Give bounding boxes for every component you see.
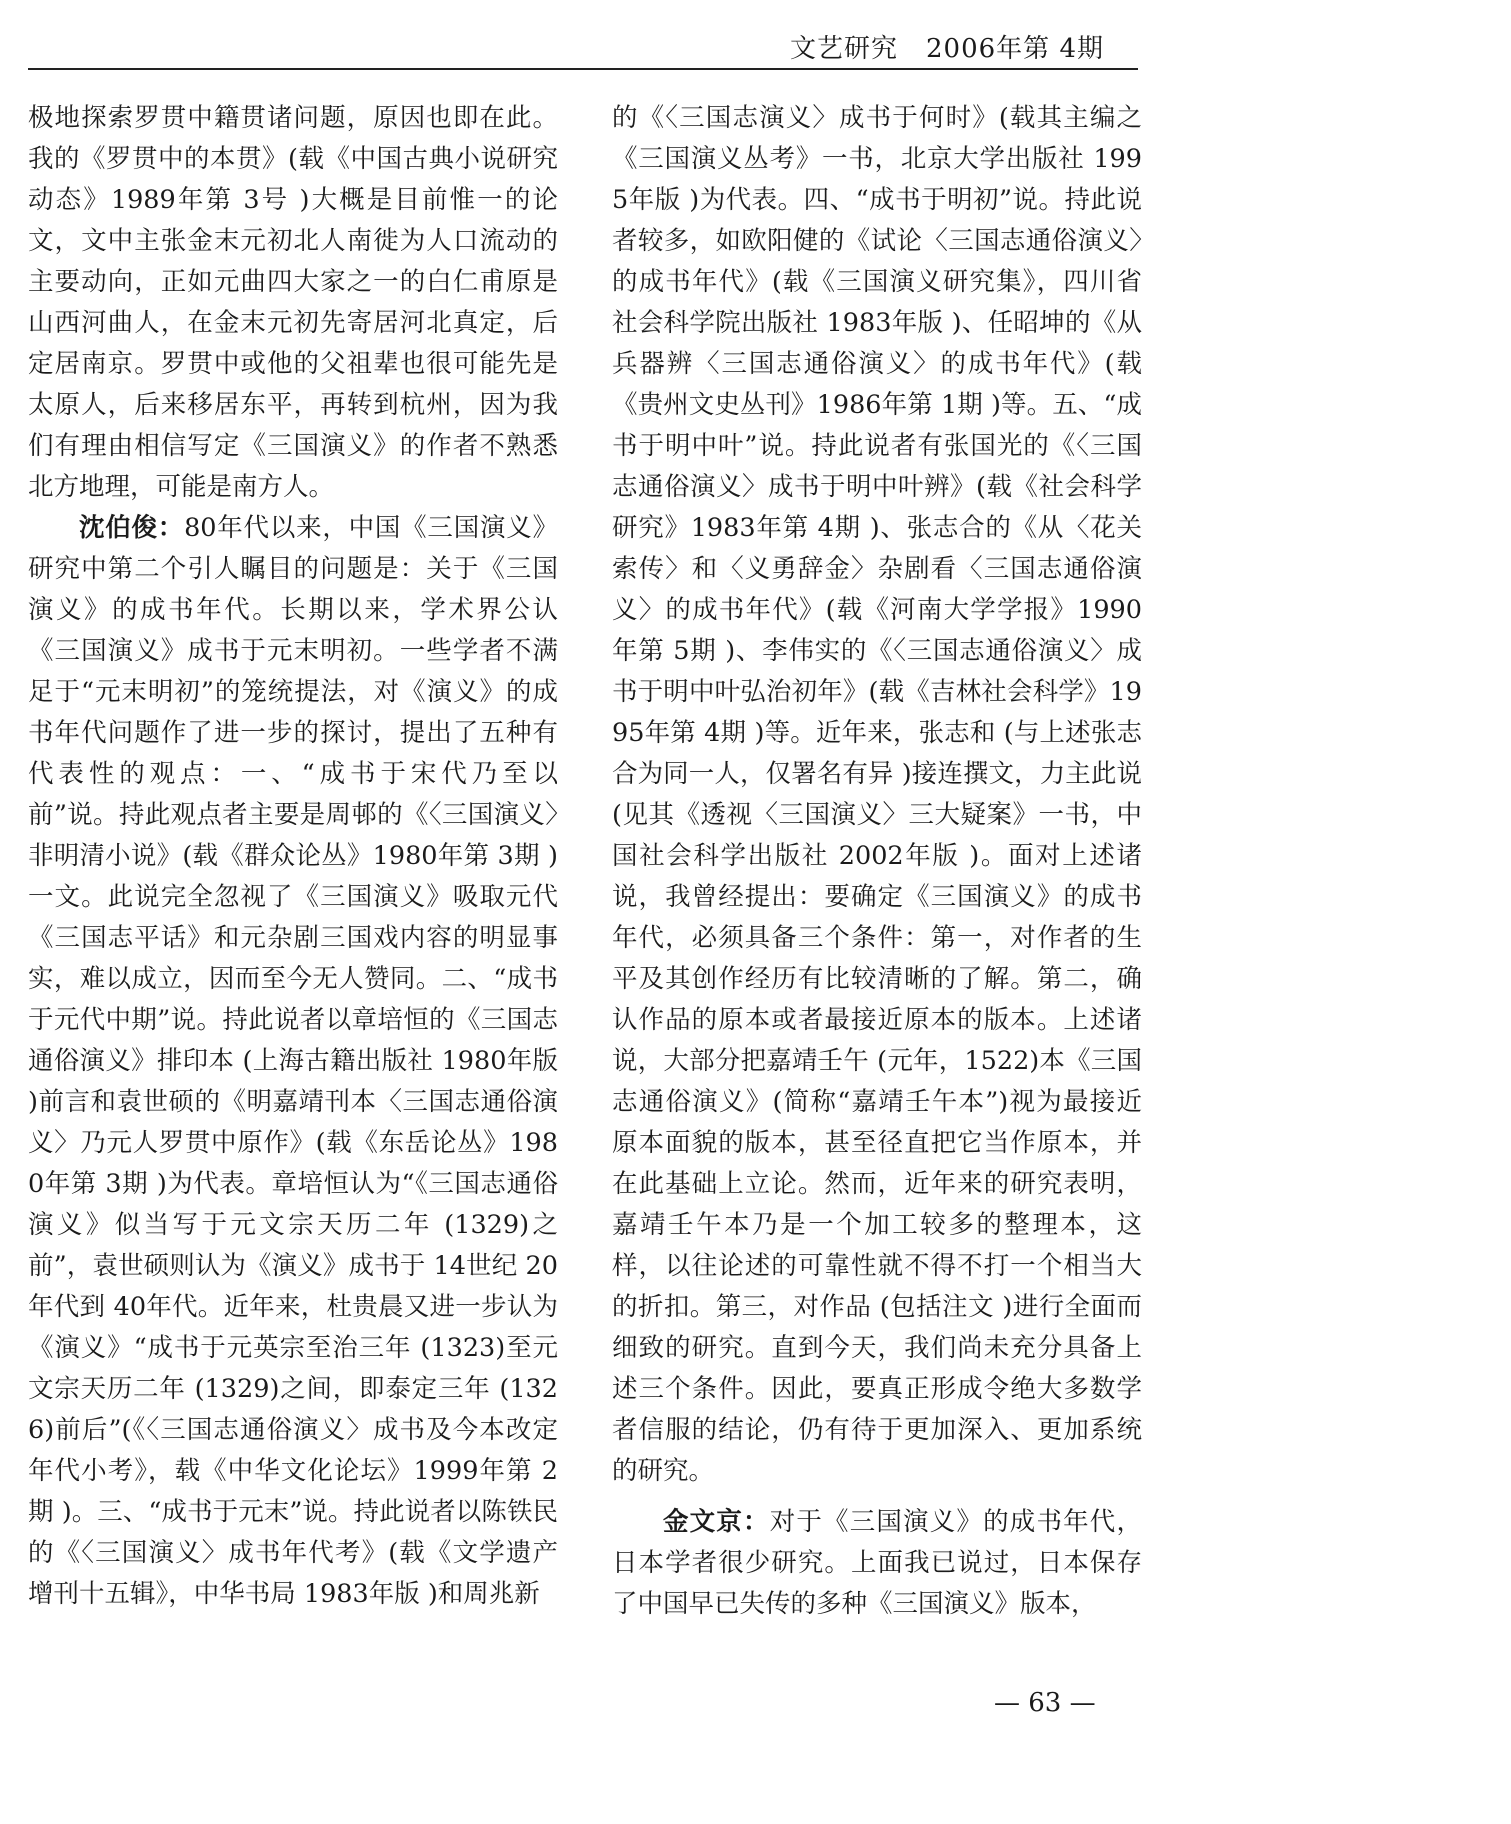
journal-title: 文艺研究: [790, 34, 899, 64]
paragraph-shen-bojun: [28, 508, 558, 1615]
paragraph-continued: 的《〈三国志演义〉成书于何时》(载其主编之《三国演义丛考》一书，北京大学出版社 1995年版 )为代表。四、“成书于明初”说。持此说者较多，如欧阳健的《试论〈三国志通俗演义〉的成书年代》(载《三国演义研究集》，四川省社会科学院出版社 1983年版 )、任昭坤的《从兵器辨〈三国志通俗演义〉的成书年代》(载《贵州文史丛刊》1986年第 1期 )等。五、“成书于明中叶”说。持此说者有张国光的《〈三国志通俗演义〉成书于明中叶辨》(载《社会科学研究》1983年第 4期 )、张志合的《从〈花关索传〉和〈义勇辞金〉杂剧看〈三国志通俗演义〉的成书年代》(载《河南大学学报》1990年第 5期 )、李伟实的《〈三国志通俗演义〉成书于明中叶弘治初年》(载《吉林社会科学》1995年第 4期 )等。近年来，张志和 (与上述张志合为同一人，仅署名有异 )接连撰文，力主此说 (见其《透视〈三国演义〉三大疑案》一书，中国社会科学出版社 2002年版 )。面对上述诸说，我曾经提出：要确定《三国演义》的成书年代，必须具备三个条件：第一，对作者的生平及其创作经历有比较清晰的了解。第二，确认作品的原本或者最接近原本的版本。上述诸说，大部分把嘉靖壬午 (元年，1522)本《三国志通俗演义》(简称“嘉靖壬午本”)视为最接近原本面貌的版本，甚至径直把它当作原本，并在此基础上立论。然而，近年来的研究表明，嘉靖壬午本乃是一个加工较多的整理本，这样，以往论述的可靠性就不得不打一个相当大的折扣。第三，对作品 (包括注文 )进行全面而细致的研究。直到今天，我们尚未充分具备上述三个条件。因此，要真正形成令绝大多数学者信服的结论，仍有待于更加深入、更加系统的研究。: [612, 103, 1142, 1486]
header-text: [790, 28, 1104, 65]
paragraph-jin-wenjing: [612, 1502, 1142, 1625]
speaker-name: 金文京：: [663, 1507, 770, 1537]
paragraph-continued: 极地探索罗贯中籍贯诸问题，原因也即在此。我的《罗贯中的本贯》(载《中国古典小说研究动态》1989年第 3号 )大概是目前惟一的论文，文中主张金末元初北人南徙为人口流动的主要动向，正如元曲四大家之一的白仁甫原是山西河曲人，在金末元初先寄居河北真定，后定居南京。罗贯中或他的父祖辈也很可能先是太原人，后来移居东平，再转到杭州，因为我们有理由相信写定《三国演义》的作者不熟悉北方地理，可能是南方人。: [28, 103, 558, 502]
paragraph-body: 对于《三国演义》的成书年代，日本学者很少研究。上面我已说过，日本保存了中国早已失传的多种《三国演义》版本，: [612, 1507, 1142, 1619]
left-column: [28, 98, 558, 1615]
issue-label: 2006年第 4期: [926, 34, 1104, 64]
paragraph-body: 80年代以来，中国《三国演义》研究中第二个引人瞩目的问题是：关于《三国演义》的成书年代。长期以来，学术界公认《三国演义》成书于元末明初。一些学者不满足于“元末明初”的笼统提法，对《演义》的成书年代问题作了进一步的探讨，提出了五种有代表性的观点：一、“成书于宋代乃至以前”说。持此观点者主要是周邨的《〈三国演义〉非明清小说》(载《群众论丛》1980年第 3期 )一文。此说完全忽视了《三国演义》吸取元代《三国志平话》和元杂剧三国戏内容的明显事实，难以成立，因而至今无人赞同。二、“成书于元代中期”说。持此说者以章培恒的《三国志通俗演义》排印本 (上海古籍出版社 1980年版 )前言和袁世硕的《明嘉靖刊本〈三国志通俗演义〉乃元人罗贯中原作》(载《东岳论丛》1980年第 3期 )为代表。章培恒认为“《三国志通俗演义》似当写于元文宗天历二年 (1329)之前”，袁世硕则认为《演义》成书于 14世纪 20年代到 40年代。近年来，杜贵晨又进一步认为《演义》“成书于元英宗至治三年 (1323)至元文宗天历二年 (1329)之间，即泰定三年 (1326)前后”(《〈三国志通俗演义〉成书及今本改定年代小考》，载《中华文化论坛》1999年第 2期 )。三、“成书于元末”说。持此说者以陈铁民的《〈三国演义〉成书年代考》(载《文学遗产增刊十五辑》，中华书局 1983年版 )和周兆新: [28, 513, 558, 1609]
right-column: [612, 98, 1142, 1625]
page-number: — 63 —: [994, 1688, 1096, 1718]
running-header: [28, 22, 1138, 70]
speaker-name: 沈伯俊：: [79, 513, 185, 543]
